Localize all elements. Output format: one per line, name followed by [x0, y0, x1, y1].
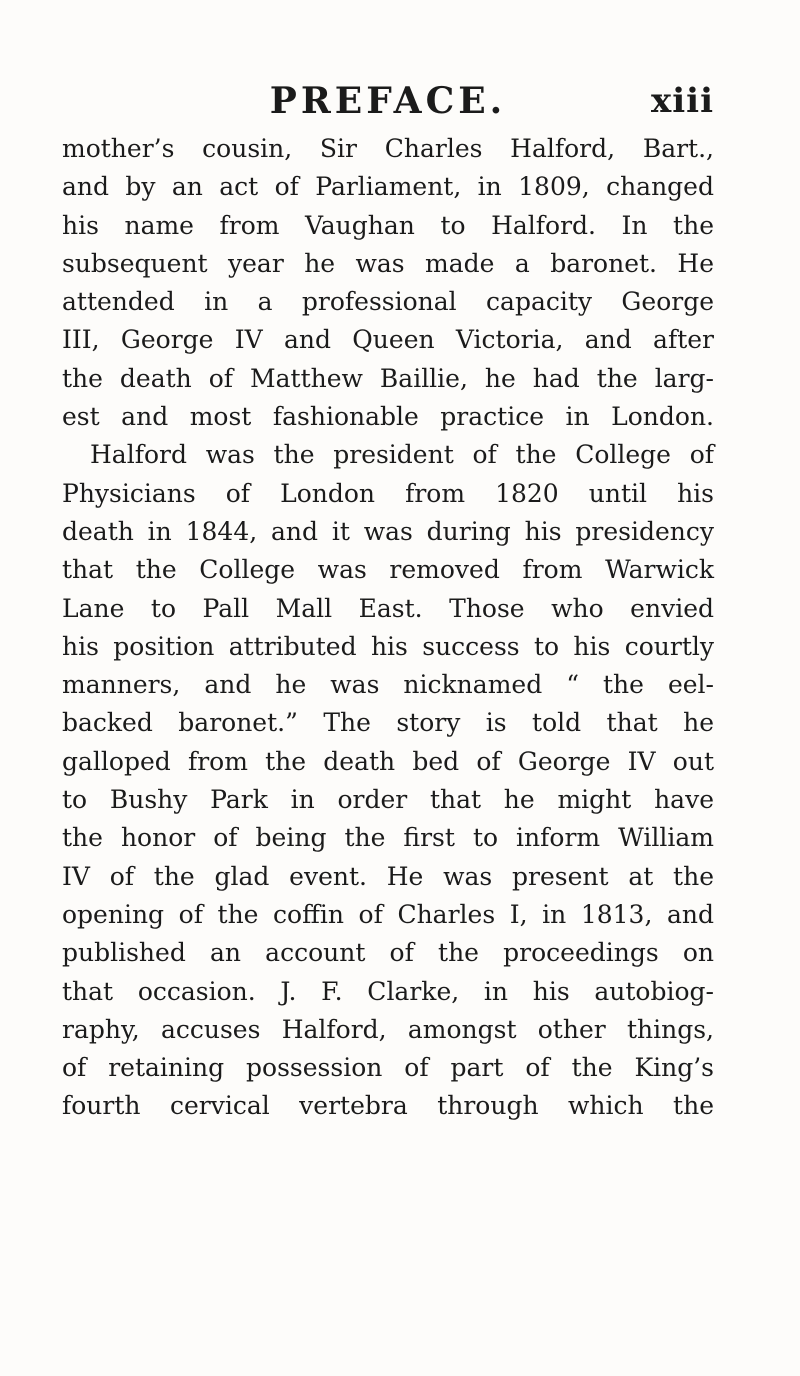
text-line: attended in a professional capacity George — [62, 287, 714, 317]
text-line: to Bushy Park in order that he might have — [62, 785, 714, 815]
text-line: that the College was removed from Warwick — [62, 555, 714, 585]
text-line: galloped from the death bed of George IV out — [62, 746, 714, 776]
text-line: Physicians of London from 1820 until his — [62, 478, 714, 508]
text-line: his name from Vaughan to Halford. In the — [62, 210, 714, 240]
text-line: III, George IV and Queen Victoria, and after — [62, 325, 714, 355]
running-title: PREFACE. — [269, 80, 507, 122]
text-line: fourth cervical vertebra through which the — [62, 1091, 714, 1121]
text-line: of retaining possession of part of the King’s — [62, 1053, 714, 1083]
text-line: est and most fashionable practice in London. — [62, 402, 714, 432]
text-line: that occasion. J. F. Clarke, in his autobiog- — [62, 976, 714, 1006]
text-line: Lane to Pall Mall East. Those who envied — [62, 593, 714, 623]
text-line: IV of the glad event. He was present at the — [62, 861, 714, 891]
text-line: the death of Matthew Baillie, he had the larg- — [62, 363, 714, 393]
text-line: opening of the coffin of Charles I, in 1813, and — [62, 899, 714, 929]
body-text — [62, 130, 714, 1126]
text-line: raphy, accuses Halford, amongst other things, — [62, 1014, 714, 1044]
text-line: and by an act of Parliament, in 1809, changed — [62, 172, 714, 202]
text-line: mother’s cousin, Sir Charles Halford, Bart., — [62, 134, 714, 163]
page-number: xiii — [650, 81, 714, 121]
running-head — [62, 76, 714, 126]
text-line: the honor of being the first to inform William — [62, 823, 714, 853]
text-line: manners, and he was nicknamed “ the eel- — [62, 670, 714, 700]
text-line: death in 1844, and it was during his presidency — [62, 516, 714, 546]
text-line: Halford was the president of the College of — [90, 440, 714, 470]
text-line: subsequent year he was made a baronet. He — [62, 248, 714, 278]
text-line: his position attributed his success to his courtly — [62, 631, 714, 661]
text-line: published an account of the proceedings on — [62, 938, 714, 968]
text-line: backed baronet.” The story is told that he — [62, 708, 714, 738]
